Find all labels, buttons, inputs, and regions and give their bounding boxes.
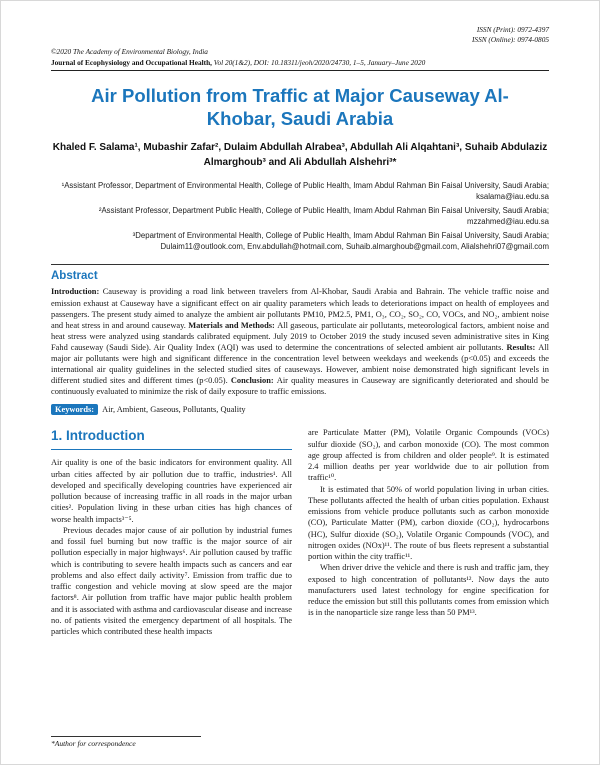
affiliation-3: ³Department of Environmental Health, College of Public Health, Imam Abdul Rahman Bin Faisal University, Saudi Arabia; Dulaim11@outlook.com, Env.abdullah@hotmail.com, Suhaib.almarghoub@gmail.com, Alialshehri07@gmail.com	[132, 230, 549, 251]
journal-masthead	[51, 25, 549, 71]
authors-line: Khaled F. Salama¹, Mubashir Zafar², Dulaim Abdullah Alrabea³, Abdullah Ali Alqahtani³, Suhaib Abdulaziz Almarghoub³ and Ali Abdullah Alshehri³*	[52, 142, 548, 168]
left-column	[51, 427, 292, 637]
header-rule	[51, 70, 549, 71]
intro-paragraph-1: Air quality is one of the basic indicators for environment quality. All urban cities affected by air pollution due to traffic, industries¹. All developed and specifically developing countries have experienced air pollution because of increasing traffic in all roads in the major urban cities². Population living in these urban cities has high chances of worse health impacts³⁻⁵.	[51, 458, 292, 524]
abstract-heading: Abstract	[51, 270, 98, 283]
abstract-intro-label: Introduction:	[51, 287, 103, 297]
keywords-line	[51, 405, 549, 414]
journal-name: Journal of Ecophysiology and Occupational Health,	[51, 57, 214, 67]
issn-print: ISSN (Print): 0972-4397	[476, 25, 549, 34]
abstract-results-label: Results:	[506, 342, 539, 352]
footnote-text: *Author for correspondence	[51, 739, 136, 748]
abstract-conclusion-label: Conclusion:	[230, 376, 277, 386]
abstract-conclusion-text: Air quality measures in Causeway are significantly deteriorated and should be continuously evaluated to minimize the risk of daily exposure to traffic emissions.	[51, 376, 549, 397]
intro-paragraph-5: When driver drive the vehicle and there is rush and traffic jam, they exposed to high concentration of pollutants¹². Now days the auto manufacturers used latest technology for engine specification for reduce the emission but still this pollutants comes from emission which is in the nanoparticle size range less than 50 PM¹³.	[308, 563, 549, 618]
affiliation-2: ²Assistant Professor, Department Public Health, College of Public Health, Imam Abdul Rahman Bin Faisal University, Saudi Arabia; mzzahmed@iau.edu.sa	[98, 205, 549, 226]
section-heading-introduction: 1. Introduction	[51, 427, 292, 450]
abstract-methods-text: All gaseous, particulate air pollutants, meteorological factors, ambient noise and heat stress were analyzed using standards calibrated equipment. July 2019 to October 2019 the study incused seven administrative sites in King Fahd causeway (Saudi Side). Air Quality Index (AQI) was used to determine the concentrations of selected ambient air pollutants.	[51, 320, 549, 352]
issn-block	[51, 25, 549, 45]
abstract-text	[51, 286, 549, 397]
affiliations-block	[51, 178, 549, 252]
abstract-methods-label: Materials and Methods:	[188, 320, 278, 330]
journal-citation	[51, 58, 549, 67]
footnote-rule	[51, 736, 201, 737]
body-columns	[51, 427, 549, 637]
abstract-results-text: All major air pollutants were high and significant difference in the concentration level between weekdays and weekends (p<0.05) and exceeds the international air quality guidelines in the selected studied sites of causeways. However, ambient noise demonstrated high significant levels in different studied sites and different times (p<0.05).	[51, 342, 549, 386]
intro-paragraph-3: are Particulate Matter (PM), Volatile Organic Compounds (VOCs) sulfur dioxide (SO₂), and carbon monoxide (CO). The most common age group affected is from children and older people⁹. It is estimated 2.4 million deaths per year worldwide due to air pollution from traffic¹⁰.	[308, 428, 549, 483]
journal-meta: Vol 20(1&2), DOI: 10.18311/jeoh/2020/24730, 1–5, January–June 2020	[213, 57, 426, 67]
keywords-label: Keywords:	[51, 404, 98, 415]
keywords-list: Air, Ambient, Gaseous, Pollutants, Quality	[102, 405, 246, 415]
issn-online: ISSN (Online): 0974-0805	[471, 34, 549, 44]
paper-title: Air Pollution from Traffic at Major Causeway Al-Khobar, Saudi Arabia	[91, 84, 509, 130]
affiliation-1: ¹Assistant Professor, Department of Environmental Health, College of Public Health, Imam Abdul Rahman Bin Faisal University, Saudi Arabia; ksalama@iau.edu.sa	[61, 181, 549, 201]
abstract-section	[51, 264, 549, 414]
right-column	[308, 427, 549, 637]
intro-paragraph-2: Previous decades major cause of air pollution by industrial fumes and fossil fuel burning but now traffic is the major source of air pollution especially in major highways⁶. Air pollution caused by traffic which is contributing to severe health impacts such as cancers and ear problems and also effect daily activity⁷. Emission from traffic due to traffic congestion and vehicle moving at slow speed are the major factors⁸. Air pollution from traffic have major public health problem and it is associated with asthma and cardiovascular disease and increase no. of patients visited the emergency department of all hospitals. The particles which contributed these health impacts	[51, 525, 292, 637]
intro-paragraph-4: It is estimated that 50% of world population living in urban cities. These pollutants affected the health of urban cities population. Exhaust emissions from vehicle produce pollutants such as carbon monoxide (CO), Particulate Matter (PM), carbon dioxide (CO₂), hydrocarbons (HC), Sulfur dioxide (SO₂), Volatile Organic Compounds (VOC), and nitrogen oxides (NOx)¹¹. The route of bus fleets represent a substantial portion within the city traffic¹¹.	[308, 484, 549, 562]
copyright-line: ©2020 The Academy of Environmental Biology, India	[51, 46, 208, 56]
abstract-intro-text: Causeway is providing a road link between travelers from Al-Khobar, Saudi Arabia and Bahrain. The vehicle traffic noise and emission exhaust at Causeway have a significant effect on air quality parameters which leads to deteriorations impact on health of employees and passengers. The present study aimed to analyze the ambient air pollutants PM10, PM2.5, PM1, O₃, CO₂, SO₂, CO, VOCs, and NO₂, ambient noise and heat stress in and around causeway.	[51, 287, 549, 330]
correspondence-footnote	[51, 736, 549, 748]
